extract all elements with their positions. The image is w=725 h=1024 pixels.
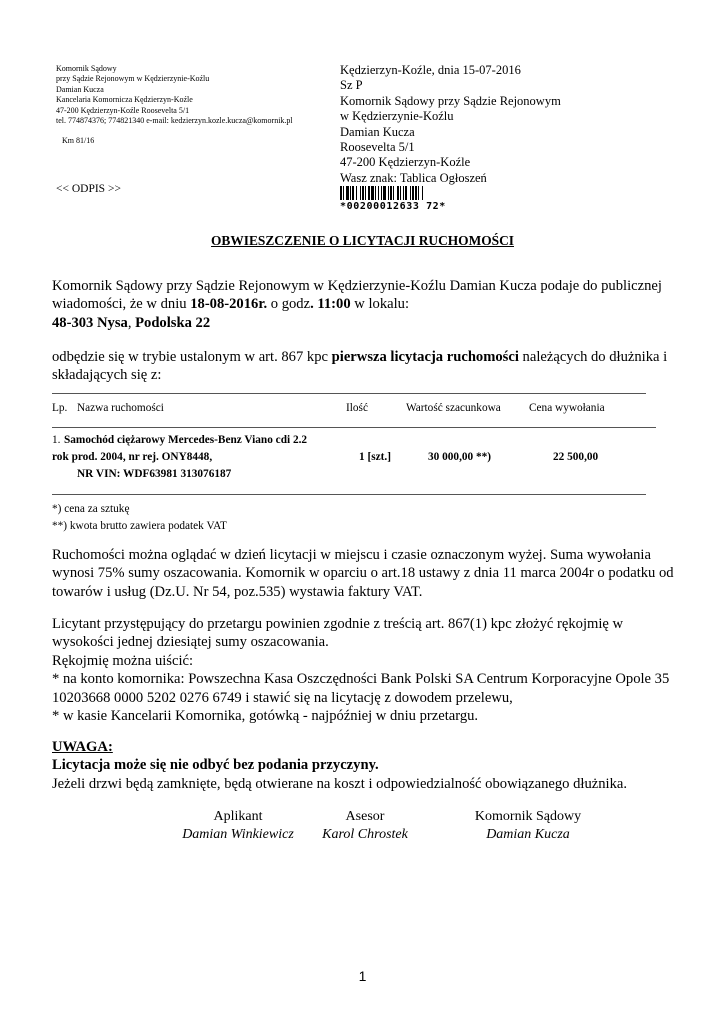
barcode-bar	[356, 186, 357, 200]
signature-asesor	[305, 808, 425, 844]
case-number: Km 81/16	[62, 136, 95, 145]
inspection-line: Ruchomości można oglądać w dzień licytacji w miejscu i czasie oznaczonym wyżej. Suma wywołania	[52, 547, 651, 563]
header-price: Cena wywołania	[529, 402, 605, 414]
signature-role: Aplikant	[213, 809, 263, 824]
mode-line-1	[52, 348, 692, 366]
mode-text: odbędzie się w trybie ustalonym w art. 867 kpc	[52, 349, 332, 365]
signature-aplikant	[168, 808, 308, 844]
sender-line: Komornik Sądowy	[56, 64, 117, 73]
barcode-bar	[415, 186, 417, 200]
barcode-bar	[383, 186, 386, 200]
row-qty: 1 [szt.]	[359, 451, 391, 463]
barcode-bar	[397, 186, 399, 200]
addressee-line: w Kędzierzynie-Koźlu	[340, 109, 454, 124]
row-name-line: NR VIN: WDF63981 313076187	[77, 468, 232, 480]
auction-date: 18-08-2016r.	[190, 296, 268, 313]
header-lp: Lp.	[52, 402, 68, 414]
location-street: Podolska 22	[135, 314, 211, 331]
inspection-paragraph	[52, 546, 692, 601]
barcode-bar	[360, 186, 361, 200]
auction-time: . 11:00	[310, 296, 351, 313]
addressee-line: Sz P	[340, 78, 363, 93]
signature-role: Komornik Sądowy	[474, 809, 582, 824]
barcode-bar	[390, 186, 392, 200]
header-value: Wartość szacunkowa	[406, 402, 501, 414]
sender-block	[56, 64, 293, 126]
note-line: *) cena za sztukę	[52, 503, 130, 515]
row-name-line: Samochód ciężarowy Mercedes-Benz Viano cdi 2.2	[64, 434, 308, 446]
barcode-text: *00200012633 72*	[340, 201, 446, 212]
barcode-bar	[412, 186, 414, 200]
header-name: Nazwa ruchomości	[77, 402, 164, 414]
mode-paragraph	[52, 348, 692, 385]
table-bottom-rule	[52, 494, 646, 495]
note-line: **) kwota brutto zawiera podatek VAT	[52, 520, 227, 532]
barcode	[340, 186, 468, 212]
table-top-rule	[52, 393, 646, 394]
barcode-bar	[362, 186, 364, 200]
row-lp: 1.	[52, 434, 61, 446]
barcode-bar	[375, 186, 376, 200]
inspection-line: towarów i usług (Dz.U. Nr 54, poz.535) wystawia faktury VAT.	[52, 583, 423, 600]
intro-text: o godz	[267, 296, 311, 313]
page-number: 1	[358, 968, 367, 984]
inspection-line: wynosi 75% sumy oszacowania. Komornik w oparciu o art.18 ustawy z dnia 11 marca 2004r o podatku od	[52, 565, 674, 582]
intro-text: w lokalu:	[350, 296, 409, 313]
sender-line: 47-200 Kędzierzyn-Koźle Roosevelta 5/1	[56, 105, 190, 115]
barcode-bar	[365, 186, 366, 200]
signature-komornik	[458, 808, 598, 844]
location-city: 48-303 Nysa	[52, 314, 128, 331]
barcode-bar	[340, 186, 342, 200]
barcode-bar	[400, 186, 401, 200]
barcode-bar	[352, 186, 354, 200]
header-qty: Ilość	[346, 402, 368, 414]
barcode-bar	[388, 186, 389, 200]
mode-text: należących do dłużnika i	[518, 349, 668, 365]
signature-name: Damian Kucza	[486, 827, 570, 842]
deposit-line: * w kasie Kancelarii Komornika, gotówką - najpóźniej w dniu przetargu.	[52, 708, 479, 725]
intro-paragraph	[52, 277, 677, 332]
row-value: 30 000,00 **)	[428, 451, 492, 463]
barcode-bar	[381, 186, 382, 200]
signature-role: Asesor	[345, 809, 385, 824]
location-separator: ,	[127, 314, 136, 331]
sender-line: przy Sądzie Rejonowym w Kędzierzynie-Koźlu	[56, 74, 210, 84]
deposit-line: wysokości jednej dziesiątej sumy oszacowania.	[52, 634, 329, 651]
warning-section	[52, 738, 692, 793]
sender-line: Kancelaria Komornicza Kędzierzyn-Koźle	[56, 95, 193, 105]
table-notes	[52, 501, 227, 535]
document-title: OBWIESZCZENIE O LICYTACJI RUCHOMOŚCI	[211, 233, 514, 248]
addressee-line: Komornik Sądowy przy Sądzie Rejonowym	[340, 93, 561, 108]
intro-line-2	[52, 295, 677, 313]
auction-location	[52, 314, 677, 332]
addressee-line: Roosevelta 5/1	[340, 140, 415, 155]
intro-text: wiadomości, że w dniu	[52, 296, 191, 313]
deposit-line: * na konto komornika: Powszechna Kasa Oszczędności Bank Polski SA Centrum Korporacyjne Opole 35	[52, 671, 670, 688]
mode-line-2: składających się z:	[52, 367, 162, 384]
signature-name: Damian Winkiewicz	[182, 827, 294, 842]
addressee-line: 47-200 Kędzierzyn-Koźle	[340, 155, 471, 170]
deposit-line: Rękojmię można uiścić:	[52, 652, 194, 669]
reference-line: Wasz znak: Tablica Ogłoszeń	[340, 170, 487, 185]
barcode-bar	[371, 186, 374, 200]
barcode-bar	[418, 186, 419, 200]
row-name-line: rok prod. 2004, nr rej. ONY8448,	[52, 451, 213, 463]
deposit-line: Licytant przystępujący do przetargu powinien zgodnie z treścią art. 867(1) kpc złożyć rękojmię w	[52, 616, 624, 632]
row-price: 22 500,00	[553, 451, 599, 463]
barcode-bar	[368, 186, 370, 200]
sender-line: Damian Kucza	[56, 84, 104, 94]
date-place-line: Kędzierzyn-Koźle, dnia 15-07-2016	[340, 63, 521, 77]
warning-heading: UWAGA:	[52, 739, 113, 755]
table-header-rule	[52, 427, 656, 428]
signature-name: Karol Chrostek	[322, 827, 408, 842]
barcode-bar	[378, 186, 379, 200]
barcode-bar	[350, 186, 351, 200]
barcode-bar	[346, 186, 349, 200]
warning-bold-line: Licytacja może się nie odbyć bez podania przyczyny.	[52, 757, 379, 774]
copy-mark: << ODPIS >>	[56, 183, 121, 195]
barcode-bar	[343, 186, 344, 200]
deposit-line: 10203668 0000 5202 0276 6749 i stawić się na licytację z dowodem przelewu,	[52, 689, 513, 706]
deposit-paragraph	[52, 615, 692, 725]
warning-line: Jeżeli drzwi będą zamknięte, będą otwierane na koszt i odpowiedzialność obowiązanego dłużnika.	[52, 775, 628, 792]
barcode-bar	[405, 186, 407, 200]
barcode-bar	[422, 186, 423, 200]
barcode-bar	[393, 186, 394, 200]
sender-line: tel. 774874376; 774821340 e-mail: kedzierzyn.kozle.kucza@komornik.pl	[56, 116, 293, 126]
addressee-line: Damian Kucza	[340, 124, 415, 139]
auction-type: pierwsza licytacja ruchomości	[331, 349, 519, 365]
addressee-block	[340, 63, 561, 186]
intro-line-1: Komornik Sądowy przy Sądzie Rejonowym w Kędzierzynie-Koźlu Damian Kucza podaje do publicznej	[52, 278, 662, 294]
barcode-bar	[410, 186, 411, 200]
barcode-bar	[403, 186, 404, 200]
